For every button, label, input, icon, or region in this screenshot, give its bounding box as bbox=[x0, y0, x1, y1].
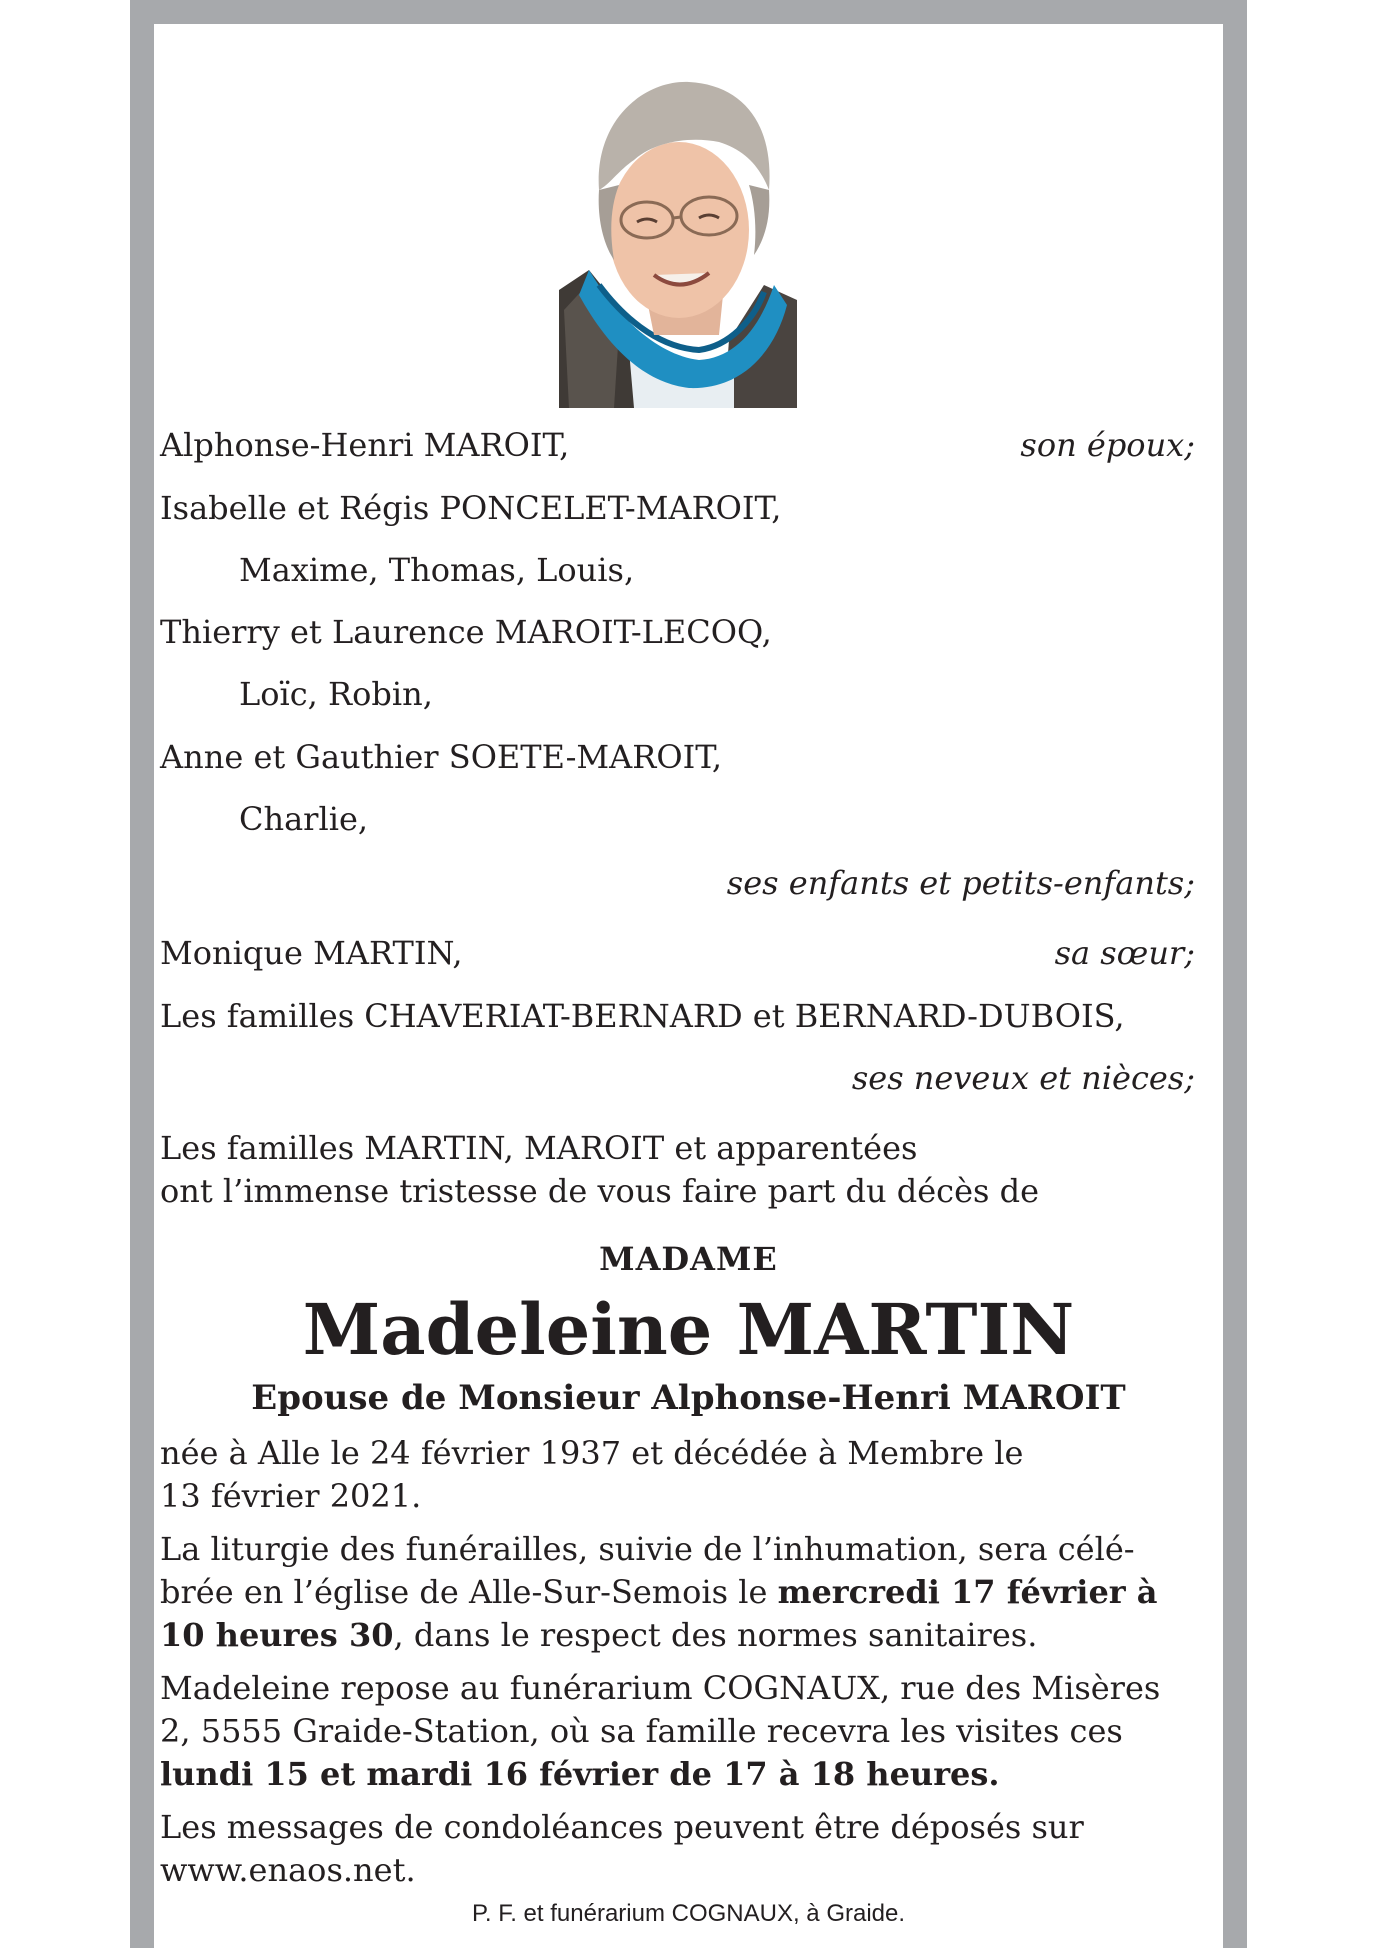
relative-name: Monique MARTIN, bbox=[160, 934, 463, 972]
deceased-name: Madeleine MARTIN bbox=[302, 1288, 1075, 1371]
family-line-grandchildren bbox=[239, 799, 1195, 839]
funeral-text-span: , dans le respect des normes sanitaires. bbox=[393, 1616, 1038, 1654]
relation-label-children bbox=[160, 863, 1195, 903]
announcement-line: Les familles MARTIN, MAROIT et apparentées bbox=[160, 1129, 918, 1167]
announcement-text bbox=[160, 1127, 1200, 1213]
relative-name: Les familles CHAVERIAT-BERNARD et BERNARD-DUBOIS, bbox=[160, 997, 1125, 1035]
visitation-text bbox=[160, 1667, 1200, 1796]
family-line bbox=[160, 488, 1195, 528]
birth-death-line: née à Alle le 24 février 1937 et décédée à Membre le bbox=[160, 1434, 1024, 1472]
family-line-spouse bbox=[160, 425, 1195, 465]
portrait-photo bbox=[559, 70, 797, 408]
relative-name: Anne et Gauthier SOETE-MAROIT, bbox=[160, 738, 723, 776]
family-line bbox=[160, 612, 1195, 652]
relative-name: Isabelle et Régis PONCELET-MAROIT, bbox=[160, 489, 782, 527]
funeral-line bbox=[160, 1614, 1200, 1657]
honorific: MADAME bbox=[599, 1240, 778, 1278]
funeral-time: 10 heures 30 bbox=[160, 1616, 394, 1654]
family-line-grandchildren bbox=[239, 550, 1195, 590]
relation-label-nephews bbox=[160, 1058, 1195, 1098]
visitation-dates: lundi 15 et mardi 16 février de 17 à 18 heures. bbox=[160, 1755, 1000, 1793]
family-line-sister bbox=[160, 933, 1195, 973]
family-line bbox=[160, 737, 1195, 777]
relative-name: Charlie, bbox=[239, 800, 369, 838]
birth-death-line: 13 février 2021. bbox=[160, 1477, 422, 1515]
condolences-text bbox=[160, 1806, 1200, 1892]
footer-funeral-home: P. F. et funérarium COGNAUX, à Graide. bbox=[471, 1900, 906, 1927]
funeral-line bbox=[160, 1571, 1200, 1614]
relation-label: sa sœur; bbox=[1054, 934, 1195, 972]
relative-name: Alphonse-Henri MAROIT, bbox=[160, 426, 570, 464]
relative-name: Loïc, Robin, bbox=[239, 675, 433, 713]
condolences-link[interactable]: www.enaos.net. bbox=[160, 1851, 416, 1889]
spouse-line: Epouse de Monsieur Alphonse-Henri MAROIT bbox=[251, 1378, 1126, 1418]
family-line bbox=[160, 996, 1195, 1036]
family-line-grandchildren bbox=[239, 674, 1195, 714]
visitation-line: Madeleine repose au funérarium COGNAUX, rue des Misères bbox=[160, 1669, 1161, 1707]
birth-death-text bbox=[160, 1432, 1200, 1518]
announcement-line: ont l’immense tristesse de vous faire part du décès de bbox=[160, 1172, 1040, 1210]
condolences-line: Les messages de condoléances peuvent être déposés sur bbox=[160, 1808, 1084, 1846]
relative-name: Thierry et Laurence MAROIT-LECOQ, bbox=[160, 613, 772, 651]
relation-label: ses enfants et petits-enfants; bbox=[726, 864, 1195, 902]
funeral-text bbox=[160, 1528, 1200, 1657]
relation-label: ses neveux et nièces; bbox=[851, 1059, 1195, 1097]
funeral-line: La liturgie des funérailles, suivie de l’inhumation, sera célé- bbox=[160, 1530, 1135, 1568]
relation-label: son époux; bbox=[1020, 426, 1195, 464]
funeral-text-span: brée en l’église de Alle-Sur-Semois le bbox=[160, 1573, 778, 1611]
funeral-date: mercredi 17 février à bbox=[777, 1573, 1158, 1611]
visitation-line: 2, 5555 Graide-Station, où sa famille recevra les visites ces bbox=[160, 1712, 1123, 1750]
relative-name: Maxime, Thomas, Louis, bbox=[239, 551, 635, 589]
